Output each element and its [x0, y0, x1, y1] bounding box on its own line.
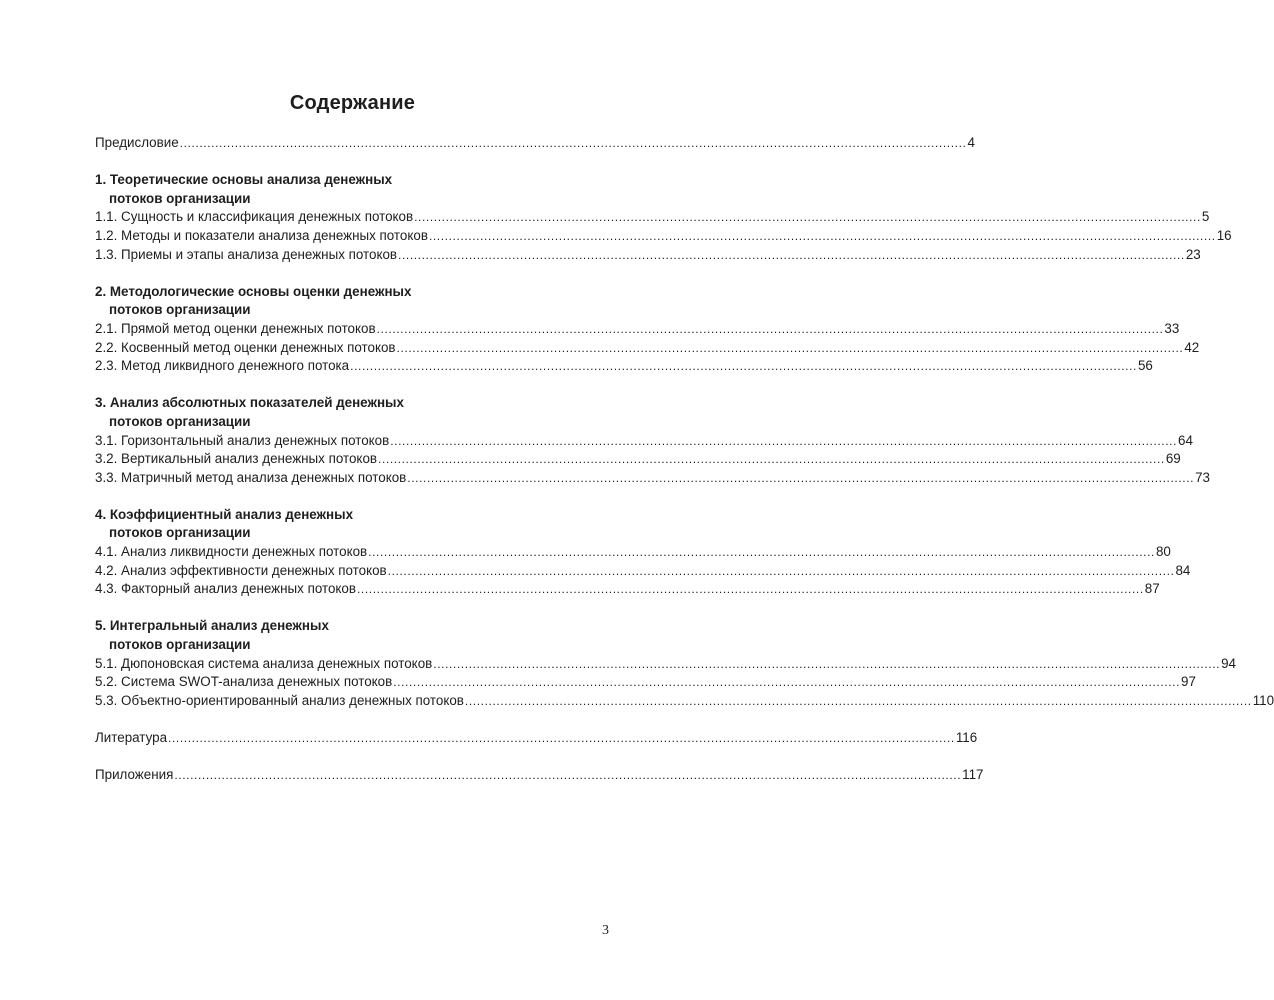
chapter-heading-line: потоков организации — [109, 190, 251, 206]
entry-label: 4.2. Анализ эффективности денежных потоков — [95, 562, 387, 578]
toc-entry[interactable] — [95, 432, 1193, 451]
toc-entry[interactable] — [95, 562, 1191, 581]
toc-entry-appendices[interactable] — [95, 766, 984, 785]
entry-page-number: 5 — [1201, 209, 1210, 225]
entry-label: 1.2. Методы и показатели анализа денежных потоков — [95, 227, 428, 243]
chapter-heading-line: потоков организации — [109, 637, 251, 653]
entry-page-number: 69 — [1165, 451, 1181, 467]
toc-entry[interactable] — [95, 543, 1171, 562]
entry-page-number: 42 — [1184, 339, 1200, 355]
toc-entry[interactable] — [95, 208, 1210, 227]
toc-entry[interactable] — [95, 469, 1210, 488]
entry-page-number: 73 — [1195, 469, 1210, 485]
entry-label: 2.2. Косвенный метод оценки денежных потоков — [95, 339, 396, 355]
entry-label: 5.1. Дюпоновская система анализа денежных потоков — [95, 655, 433, 671]
entry-label: 3.3. Матричный метод анализа денежных потоков — [95, 469, 407, 485]
chapter-heading-line: 3. Анализ абсолютных показателей денежных — [95, 395, 404, 411]
dot-leader: ........................................................................................................................................................................................................ — [396, 340, 1184, 355]
entry-page-number: 116 — [955, 730, 978, 745]
entry-page-number: 16 — [1216, 227, 1232, 243]
chapter-heading-3[interactable] — [95, 394, 605, 431]
dot-leader: ........................................................................................................................................................................................................ — [464, 693, 1252, 708]
dot-leader: ........................................................................................................................................................................................................ — [350, 359, 1137, 374]
entry-page-number: 23 — [1185, 246, 1201, 262]
dot-leader: ........................................................................................................................................................................................................ — [407, 470, 1195, 485]
dot-leader: ........................................................................................................................................................................................................ — [174, 768, 962, 783]
entry-label: 1.1. Сущность и классификация денежных потоков — [95, 209, 414, 225]
dot-leader: ........................................................................................................................................................................................................ — [168, 731, 955, 745]
dot-leader: ........................................................................................................................................................................................................ — [393, 675, 1181, 690]
entry-page-number: 94 — [1221, 655, 1236, 671]
toc-entry-literature[interactable] — [95, 729, 978, 748]
toc-entry[interactable] — [95, 227, 1232, 246]
entry-label: 4.1. Анализ ликвидности денежных потоков — [95, 544, 368, 560]
entry-page-number: 84 — [1175, 562, 1191, 578]
entry-label: 3.2. Вертикальный анализ денежных потоков — [95, 451, 378, 467]
toc-entry[interactable] — [95, 339, 1200, 358]
toc-entry[interactable] — [95, 246, 1201, 265]
dot-leader: ........................................................................................................................................................................................................ — [368, 545, 1155, 560]
toc-entry[interactable] — [95, 320, 1180, 339]
entry-page-number: 80 — [1155, 544, 1171, 560]
chapter-heading-line: потоков организации — [109, 525, 251, 541]
entry-label: 5.3. Объектно-ориентированный анализ денежных потоков — [95, 692, 464, 708]
entry-label: 5.2. Система SWOT-анализа денежных потоков — [95, 674, 393, 690]
chapter-heading-line: 2. Методологические основы оценки денежных — [95, 283, 412, 299]
chapter-heading-5[interactable] — [95, 617, 605, 654]
toc-entry[interactable] — [95, 673, 1196, 692]
entry-label: 3.1. Горизонтальный анализ денежных потоков — [95, 432, 390, 448]
toc-entry[interactable] — [95, 450, 1181, 469]
toc-entry[interactable] — [95, 655, 1236, 674]
chapter-heading-line: потоков организации — [109, 302, 251, 318]
entry-page-number: 33 — [1164, 320, 1180, 336]
entry-label: Предисловие — [95, 135, 179, 150]
chapter-heading-line: 5. Интегральный анализ денежных — [95, 618, 329, 634]
dot-leader: ........................................................................................................................................................................................................ — [378, 452, 1165, 467]
table-of-contents — [95, 134, 1274, 785]
entry-page-number: 87 — [1144, 581, 1160, 597]
entry-label: 2.3. Метод ликвидного денежного потока — [95, 358, 350, 374]
toc-entry[interactable] — [95, 692, 1274, 711]
page-number: 3 — [602, 923, 609, 938]
dot-leader: ........................................................................................................................................................................................................ — [376, 321, 1164, 336]
dot-leader: ........................................................................................................................................................................................................ — [414, 210, 1201, 225]
chapter-heading-2[interactable] — [95, 283, 605, 320]
page-title: Содержание — [289, 92, 416, 114]
entry-label: 1.3. Приемы и этапы анализа денежных потоков — [95, 246, 398, 262]
dot-leader: ........................................................................................................................................................................................................ — [387, 563, 1175, 578]
chapter-heading-4[interactable] — [95, 506, 605, 543]
entry-label: 4.3. Факторный анализ денежных потоков — [95, 581, 356, 597]
entry-label: Литература — [95, 730, 168, 745]
entry-label: 2.1. Прямой метод оценки денежных потоков — [95, 320, 376, 336]
toc-entry[interactable] — [95, 580, 1160, 599]
dot-leader: ........................................................................................................................................................................................................ — [433, 656, 1221, 671]
chapter-heading-1[interactable] — [95, 171, 605, 208]
entry-page-number: 64 — [1178, 432, 1193, 448]
entry-page-number: 4 — [967, 135, 975, 150]
toc-entry[interactable] — [95, 357, 1153, 376]
chapter-heading-line: 4. Коэффициентный анализ денежных — [95, 506, 354, 522]
chapter-heading-line: потоков организации — [109, 413, 251, 429]
dot-leader: ........................................................................................................................................................................................................ — [356, 582, 1144, 597]
chapter-heading-line: 1. Теоретические основы анализа денежных — [95, 172, 393, 188]
entry-label: Приложения — [95, 767, 174, 783]
dot-leader: ........................................................................................................................................................................................................ — [390, 433, 1178, 448]
entry-page-number: 97 — [1181, 674, 1196, 690]
entry-page-number: 56 — [1137, 358, 1153, 374]
dot-leader: ........................................................................................................................................................................................................ — [398, 247, 1185, 262]
entry-page-number: 117 — [962, 767, 984, 783]
dot-leader: ........................................................................................................................................................................................................ — [179, 136, 967, 150]
toc-entry-preface[interactable] — [95, 134, 975, 153]
entry-page-number: 110 — [1252, 692, 1274, 708]
dot-leader: ........................................................................................................................................................................................................ — [428, 228, 1216, 243]
